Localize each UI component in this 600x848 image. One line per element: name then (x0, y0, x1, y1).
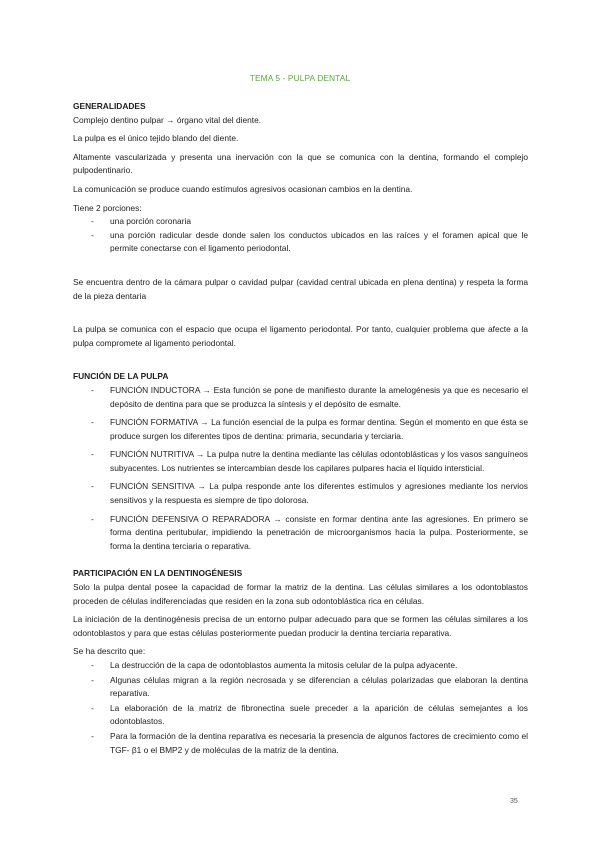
paragraph: La pulpa es el único tejido blando del diente. (73, 133, 239, 144)
bullet-dash: - (91, 384, 94, 395)
paragraph: Se encuentra dentro de la cámara pulpar o cavidad pulpar (cavidad central ubicada en plena dentina) y respeta la forma de la pieza dentaria (73, 276, 528, 301)
bullet-dash: - (91, 449, 94, 460)
bullet-dash: - (91, 674, 94, 685)
list-item: - FUNCIÓN INDUCTORA → Esta función se pone de manifiesto durante la amelogénesis ya que es necesario el depósito de dentina para que se produzca la síntesis y el depósito de esmalte. (91, 384, 528, 409)
list-item: - FUNCIÓN FORMATIVA → La función esencial de la pulpa es formar dentina. Según el momento en que ésta se produce surgen los diferentes tipos de dentina: primaria, secundaria y terciaria. (91, 417, 528, 441)
paragraph: Tiene 2 porciones: (73, 202, 142, 213)
porciones-list (73, 215, 528, 256)
list-item: - FUNCIÓN NUTRITIVA → La pulpa nutre la dentina mediante las células odontoblásticas y los vasos sanguíneos subyacentes. Los nutrientes se intercambian desde los capilares pulpares hacia el líquido intersticial. (91, 449, 528, 473)
paragraph: La pulpa se comunica con el espacio que ocupa el ligamento periodontal. Por tanto, cualquier problema que afecte a la pulpa compromete al ligamento periodontal. (73, 324, 528, 348)
bullet-dash: - (91, 730, 94, 741)
paragraph: Solo la pulpa dental posee la capacidad de formar la matriz de la dentina. Las células similares a los odontoblastos proceden de células indiferenciadas que residen en la zona sub odontoblástica rica en células. (73, 582, 528, 606)
bullet-dash: - (91, 660, 94, 670)
paragraph: Altamente vascularizada y presenta una inervación con la que se comunica con la dentina, formando el complejo pulpodentinario. (73, 151, 528, 176)
list-item: - Para la formación de la dentina reparativa es necesaria la presencia de algunos factores de crecimiento como el TGF- β1 o el BMP2 y de moléculas de la matriz de la dentina. (91, 730, 528, 755)
participacion-list (73, 659, 528, 757)
paragraph: La iniciación de la dentinogénesis precisa de un entorno pulpar adecuado para que se formen las células similares a los odontoblastos y para que estas células posteriormente puedan producir la dentina terciaria reparativa. (73, 614, 528, 638)
bullet-dash: - (91, 229, 94, 240)
section-heading-participacion: PARTICIPACIÓN EN LA DENTINOGÉNESIS (73, 568, 243, 579)
list-item: - FUNCIÓN DEFENSIVA O REPARADORA → consiste en formar dentina ante las agresiones. En primero se forma dentina peritubular, impidiendo la penetración de microorganismos hacia la pulpa. Posteriormente, se forma la dentina terciaria o reparativa. (91, 513, 528, 551)
bullet-dash: - (91, 216, 94, 227)
document-body (73, 100, 528, 762)
paragraph: Se ha descrito que: (73, 646, 146, 657)
list-item: - una porción radicular desde donde salen los conductos ubicados en las raíces y el foramen apical que le permite conectarse con el ligamento periodontal. (91, 229, 528, 254)
list-item: - FUNCIÓN SENSITIVA → La pulpa responde ante los diferentes estímulos y agresiones mediante los nervios sensitivos y la respuesta es siempre de tipo dolorosa. (91, 481, 528, 506)
bullet-dash: - (91, 417, 94, 428)
page-number: 35 (510, 798, 518, 805)
bullet-dash: - (91, 481, 94, 492)
section-heading-funcion: FUNCIÓN DE LA PULPA (73, 371, 169, 382)
bullet-dash: - (91, 702, 94, 713)
page-title: TEMA 5 - PULPA DENTAL (249, 73, 351, 83)
list-item: - La destrucción de la capa de odontoblastos aumenta la mitosis celular de la pulpa adyacente. (73, 659, 528, 673)
bullet-dash: - (91, 513, 94, 524)
list-item: - una porción coronaria (73, 215, 528, 229)
paragraph: Complejo dentino pulpar → órgano vital del diente. (73, 114, 262, 125)
section-heading-generalidades: GENERALIDADES (73, 101, 146, 111)
list-item: - La elaboración de la matriz de fibronectina suele preceder a la aparición de células semejantes a los odontoblastos. (91, 702, 528, 727)
funcion-list (73, 384, 528, 554)
list-item: - Algunas células migran a la región necrosada y se diferencian a células polarizadas que elaboran la dentina reparativa. (91, 674, 528, 699)
paragraph: La comunicación se produce cuando estímulos agresivos ocasionan cambios en la dentina. (73, 183, 413, 194)
